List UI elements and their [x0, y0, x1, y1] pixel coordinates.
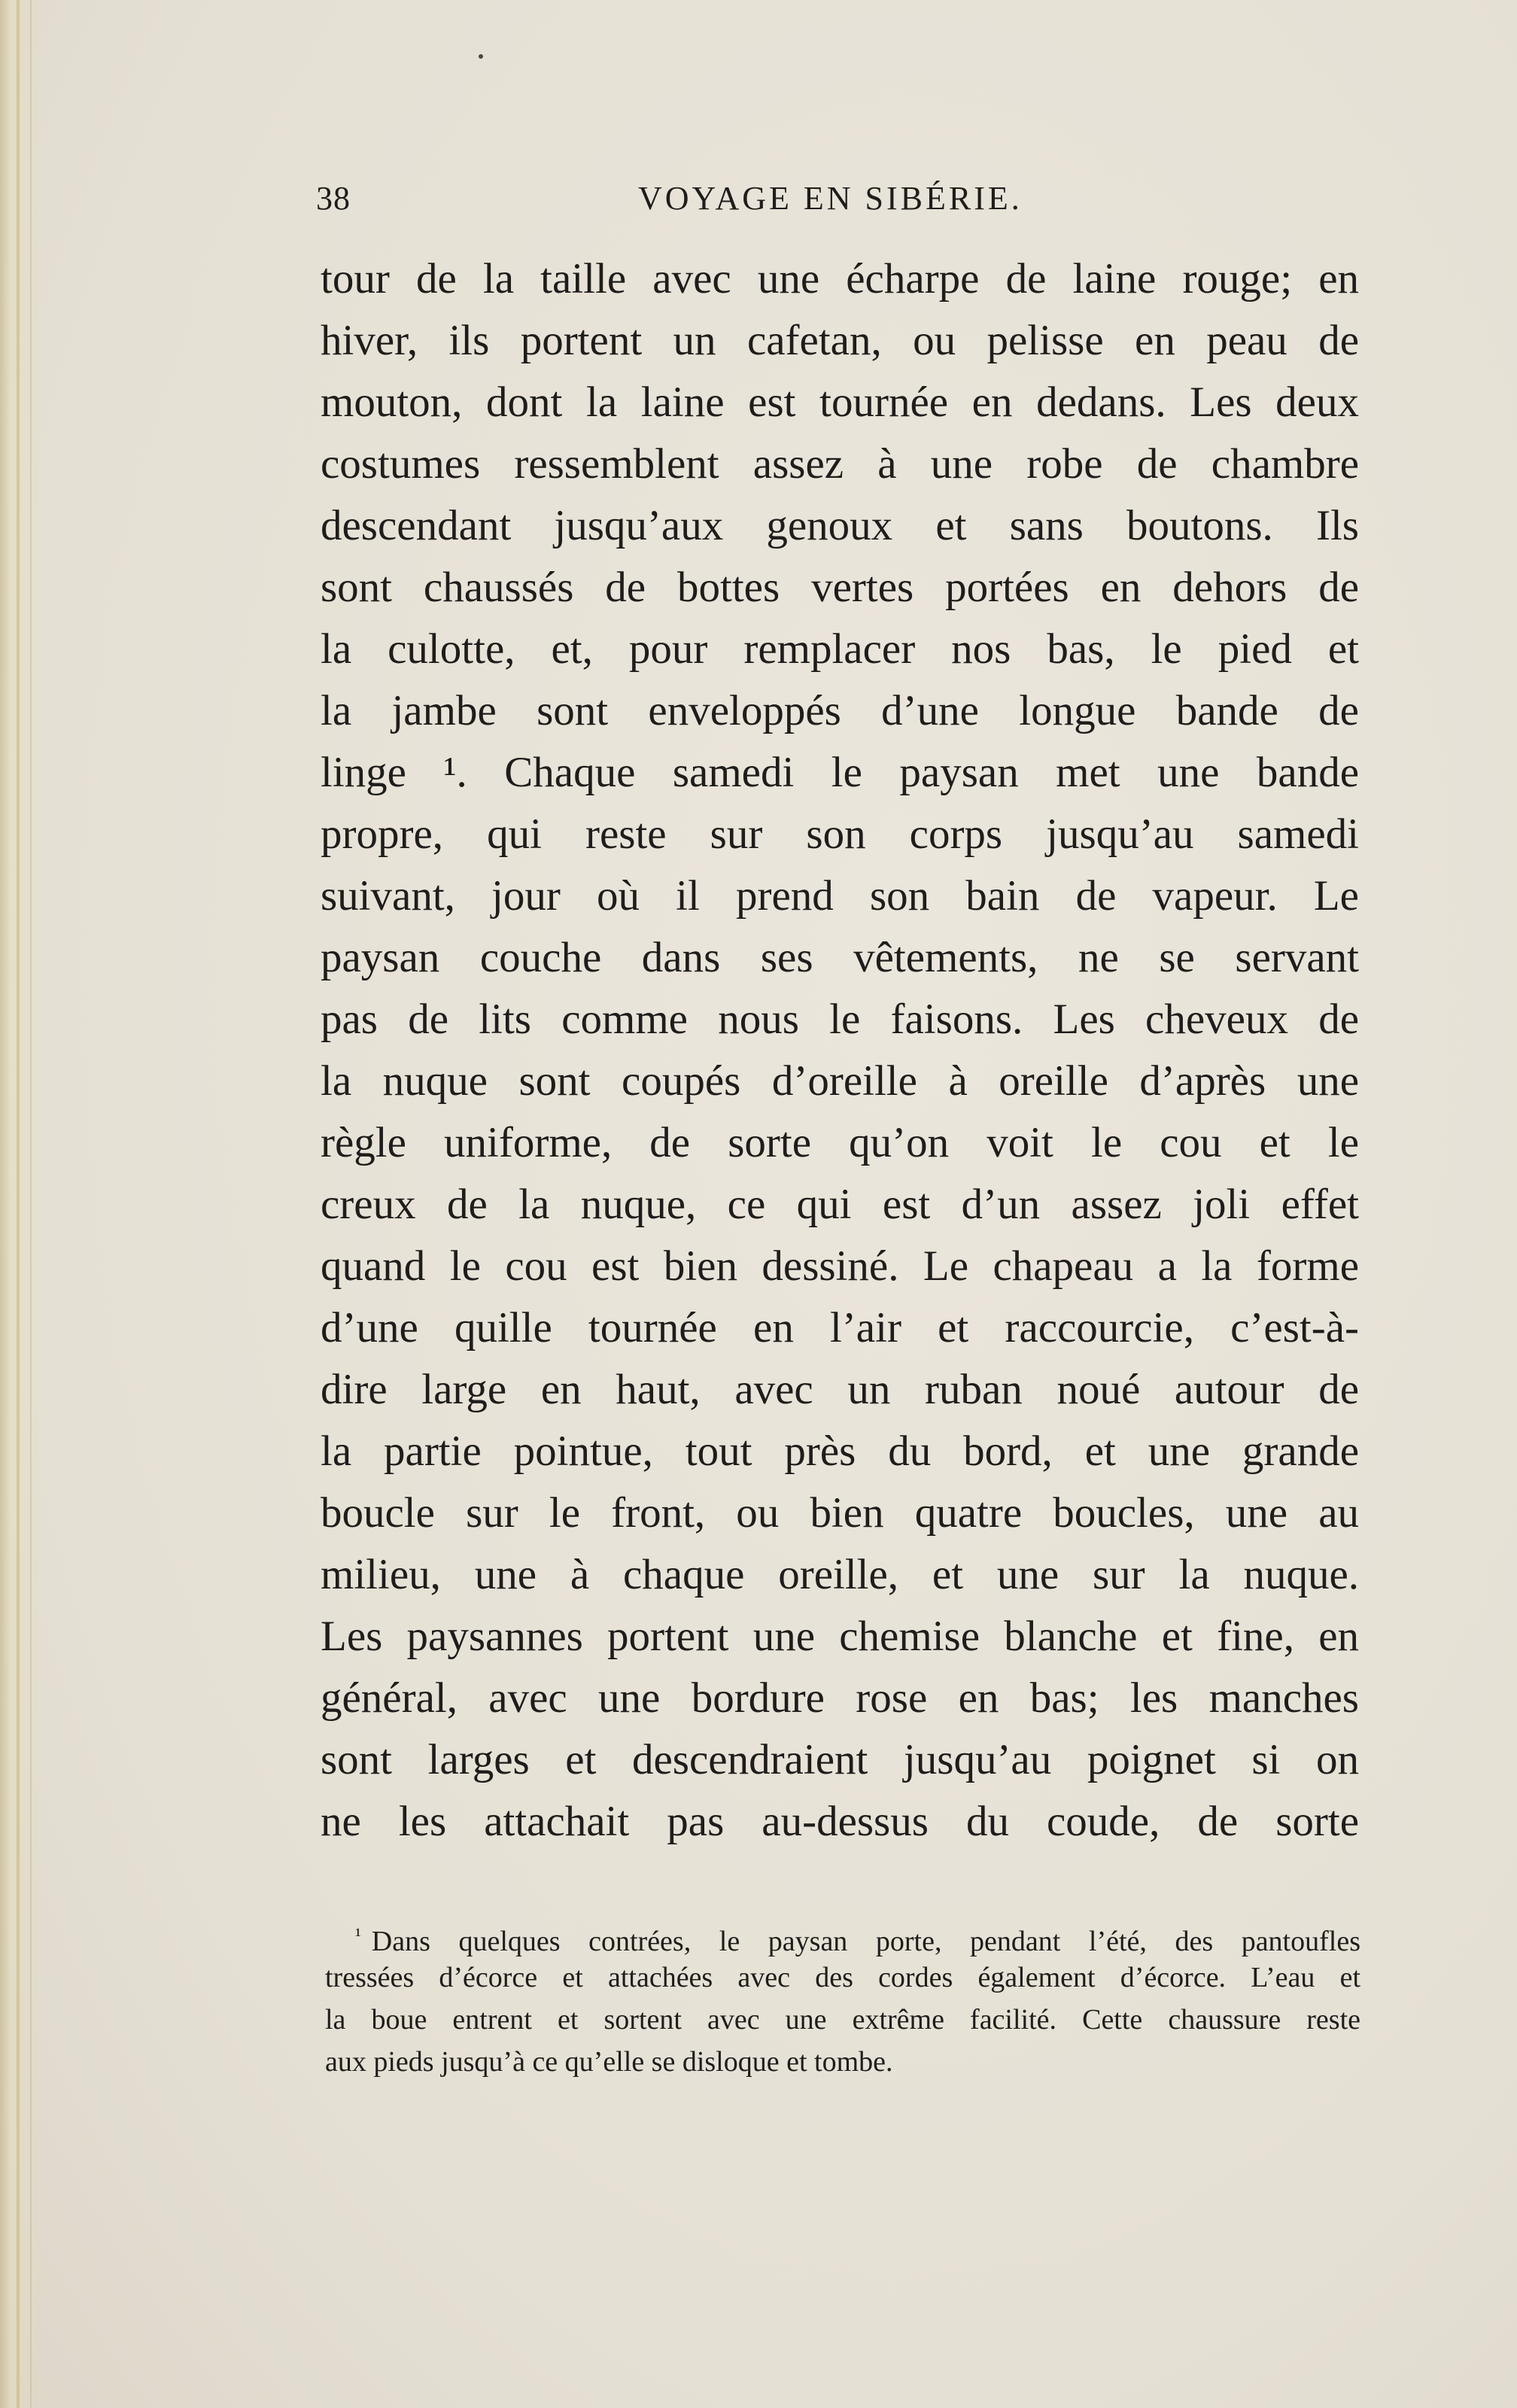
text-line: d’une quille tournée en l’air et raccourcie, c’est-à- [321, 1304, 1359, 1351]
footnote-line: la boue entrent et sortent avec une extrême facilité. Cette chaussure reste [325, 2004, 1360, 2036]
running-title: VOYAGE EN SIBÉRIE. [638, 180, 1023, 217]
text-line: costumes ressemblent assez à une robe de chambre [321, 440, 1359, 488]
text-line: la jambe sont enveloppés d’une longue bande de [321, 687, 1359, 734]
text-line: boucle sur le front, ou bien quatre boucles, une au [321, 1489, 1359, 1537]
text-line: la culotte, et, pour remplacer nos bas, le pied et [321, 625, 1359, 673]
text-line: descendant jusqu’aux genoux et sans boutons. Ils [321, 502, 1359, 549]
text-line: règle uniforme, de sorte qu’on voit le cou et le [321, 1119, 1359, 1166]
footnote-line: tressées d’écorce et attachées avec des cordes également d’écorce. L’eau et [325, 1962, 1360, 1993]
body-text [321, 248, 1359, 1853]
text-line: dire large en haut, avec un ruban noué autour de [321, 1366, 1359, 1413]
text-line: ne les attachait pas au-dessus du coude, de sorte [321, 1798, 1359, 1845]
text-line: quand le cou est bien dessiné. Le chapeau a la forme [321, 1242, 1359, 1290]
text-line: linge ¹. Chaque samedi le paysan met une bande [321, 749, 1359, 796]
binding-edge [17, 0, 20, 2408]
text-line: creux de la nuque, ce qui est d’un assez joli effet [321, 1181, 1359, 1228]
text-line: propre, qui reste sur son corps jusqu’au samedi [321, 810, 1359, 858]
text-line: milieu, une à chaque oreille, et une sur la nuque. [321, 1551, 1359, 1598]
binding-edge-inner [30, 0, 32, 2408]
text-line: sont chaussés de bottes vertes portées en dehors de [321, 564, 1359, 611]
text-line: la partie pointue, tout près du bord, et une grande [321, 1427, 1359, 1475]
footnote-marker: ¹ [355, 1924, 361, 1946]
footnote-line [325, 1914, 1360, 1956]
text-line: paysan couche dans ses vêtements, ne se servant [321, 934, 1359, 981]
text-line: suivant, jour où il prend son bain de vapeur. Le [321, 872, 1359, 920]
footnote-text: Dans quelques contrées, le paysan porte, pendant l’été, des pantoufles [371, 1926, 1360, 1956]
text-line: général, avec une bordure rose en bas; les manches [321, 1674, 1359, 1722]
text-line: la nuque sont coupés d’oreille à oreille d’après une [321, 1057, 1359, 1105]
footnote [325, 1914, 1360, 2083]
footnote-line: aux pieds jusqu’à ce qu’elle se disloque et tombe. [325, 2046, 893, 2078]
text-line: mouton, dont la laine est tournée en dedans. Les deux [321, 379, 1359, 426]
text-line: pas de lits comme nous le faisons. Les cheveux de [321, 996, 1359, 1043]
page-number: 38 [316, 180, 351, 217]
text-line: tour de la taille avec une écharpe de laine rouge; en [321, 255, 1359, 303]
ink-speck [479, 54, 483, 59]
text-line: hiver, ils portent un cafetan, ou pelisse en peau de [321, 317, 1359, 364]
running-head [316, 179, 1354, 221]
text-line: sont larges et descendraient jusqu’au poignet si on [321, 1736, 1359, 1783]
text-line: Les paysannes portent une chemise blanche et fine, en [321, 1613, 1359, 1660]
